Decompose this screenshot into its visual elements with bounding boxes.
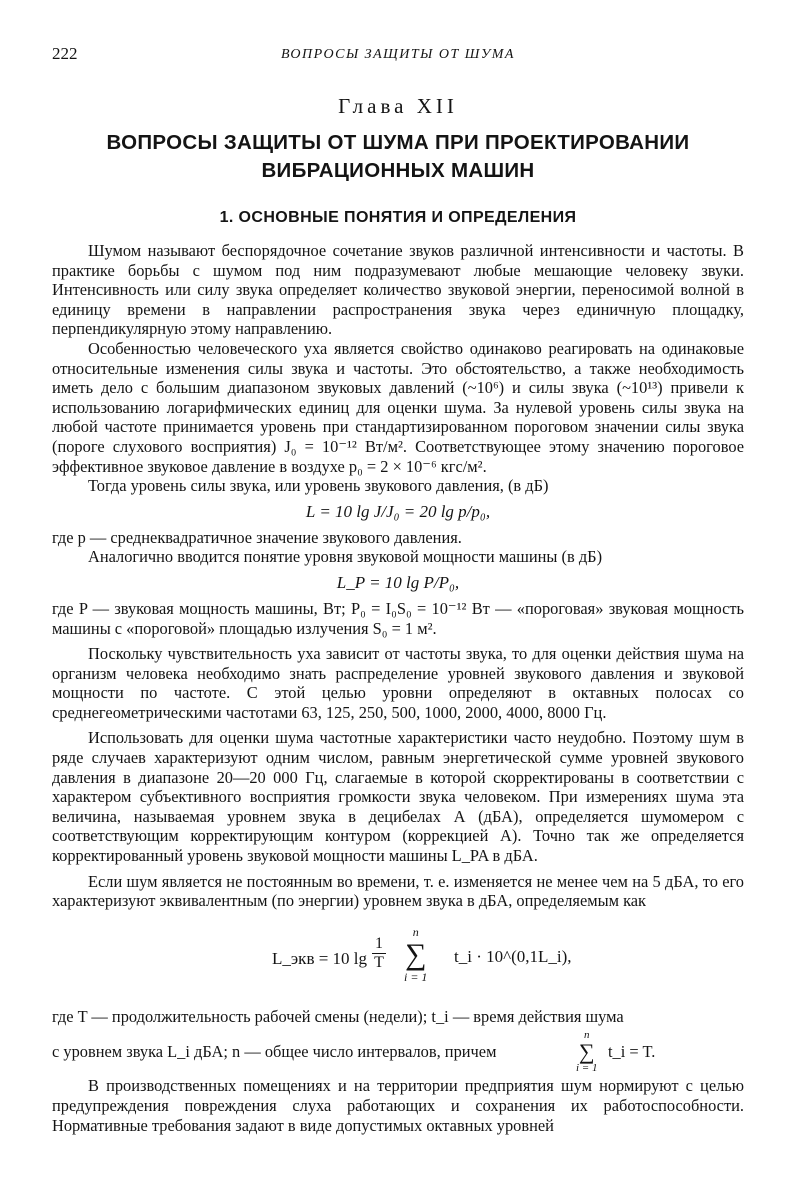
sum-lower-limit: i = 1 — [404, 969, 428, 984]
page-number: 222 — [52, 44, 78, 63]
inline-sum-lower: i = 1 — [576, 1062, 598, 1075]
paragraph-4: где p — среднеквадратичное значение звукового давления. — [52, 527, 462, 547]
formula-sound-level: L = 10 lg J/J₀ = 20 lg p/p₀, — [305, 501, 491, 521]
chapter-title-line-2: ВИБРАЦИОННЫХ МАШИН — [261, 159, 535, 182]
running-title: ВОПРОСЫ ЗАЩИТЫ ОТ ШУМА — [281, 47, 515, 62]
formula-rhs: t_i · 10^(0,1L_i), — [454, 946, 572, 966]
inline-sum-upper: n — [583, 1029, 590, 1042]
inline-summation — [576, 1030, 597, 1074]
paragraph-7: Поскольку чувствительность уха зависит от частоты звука, то для оценки действия шума на организм человека необходимо знать распределение уровней звукового давления и звуковой мощности по частоте. С этой целью уровни определяют в октавных полосах со среднегеометрическими частотами 63, 125, 250, 500, 1000, 2000, 4000, 8000 Гц. — [52, 644, 744, 722]
paragraph-11 — [52, 1030, 744, 1076]
paragraph-5: Аналогично вводится понятие уровня звуковой мощности машины (в дБ) — [88, 547, 603, 567]
formula-fraction — [372, 935, 386, 972]
paragraph-11-tail: t_i = T. — [608, 1042, 656, 1062]
paragraph-3: Тогда уровень силы звука, или уровень звукового давления, (в дБ) — [88, 476, 549, 496]
chapter-title-line-1: ВОПРОСЫ ЗАЩИТЫ ОТ ШУМА ПРИ ПРОЕКТИРОВАНИИ — [106, 131, 690, 154]
paragraph-9: Если шум является не постоянным во времени, т. е. изменяется не менее чем на 5 дБА, то его характеризуют эквивалентным (по энергии) уровнем звука в дБА, определяемым как — [52, 871, 744, 911]
sum-upper-limit: n — [412, 924, 419, 939]
paragraph-11-text: с уровнем звука L_i дБА; n — общее число интервалов, причем — [52, 1042, 497, 1062]
paragraph-12: В производственных помещениях и на территории предприятия шум нормируют с целью предупреждения повреждения слуха работающих и сохранения их работоспособности. Нормативные требования задают в виде допустимых октавных уровней — [52, 1076, 744, 1135]
formula-lhs: L_экв = 10 lg — [272, 948, 368, 968]
paragraph-6: где P — звуковая мощность машины, Вт; P₀ = I₀S₀ = 10⁻¹² Вт — «пороговая» звуковая мощность машины с «пороговой» площадью излучения S₀ = 1 м². — [52, 598, 744, 638]
chapter-heading: Глава XII — [338, 94, 458, 118]
chapter-title — [52, 129, 744, 185]
formula-power-level: L_P = 10 lg P/P₀, — [336, 572, 460, 592]
section-heading: 1. ОСНОВНЫЕ ПОНЯТИЯ И ОПРЕДЕЛЕНИЯ — [219, 209, 577, 226]
page-header — [52, 44, 744, 74]
book-page — [52, 44, 744, 1135]
fraction-denominator: T — [374, 953, 384, 971]
sigma-icon: ∑ — [405, 937, 427, 971]
paragraph-2: Особенностью человеческого уха является свойство одинаково реагировать на одинаковые относительные изменения силы звука и частоты. Это обстоятельство, а также необходимость иметь дело с большим диапазоном звуковых давлений (~10⁶) и силы звука (~10¹³) привели к использованию логарифмических единиц для оценки шума. За нулевой уровень силы звука на любой частоте принимается уровень при стандартизированном пороговом значении силы звука (пороге слухового восприятия) J₀ = 10⁻¹² Вт/м². Соответствующее этому значению пороговое эффективное звуковое давление в воздухе p₀ = 2 × 10⁻⁶ кгс/м². — [52, 338, 744, 476]
paragraph-1: Шумом называют беспорядочное сочетание звуков различной интенсивности и частоты. В практике борьбы с шумом под ним подразумевают любые мешающие человеку звуки. Интенсивность или силу звука определяет количество звуковой энергии, переносимой волной в единицу времени в направлении распространения звука через единичную площадку, перпендикулярную этому направлению. — [52, 241, 744, 339]
paragraph-10: где T — продолжительность рабочей смены (недели); t_i — время действия шума — [52, 1006, 624, 1026]
formula-equivalent-level — [52, 917, 744, 997]
fraction-numerator: 1 — [372, 935, 386, 954]
paragraph-8: Использовать для оценки шума частотные характеристики часто неудобно. Поэтому шум в ряде случаев характеризуют одним числом, равным энергетической сумме уровней звукового давления в диапазоне 20—20 000 Гц, слагаемые в которой скорректированы в соответствии с характером субъективного восприятия громкости звука человеком. При измерениях шума эта величина, называемая уровнем звука в децибелах А (дБА), определяется шумомером с соответствующим корректирующим контуром (коррекцией А). Точно так же определяется корректированный уровень звуковой мощности машины L_PA в дБА. — [52, 728, 744, 866]
sigma-icon: ∑ — [578, 1039, 595, 1065]
summation — [404, 925, 427, 985]
